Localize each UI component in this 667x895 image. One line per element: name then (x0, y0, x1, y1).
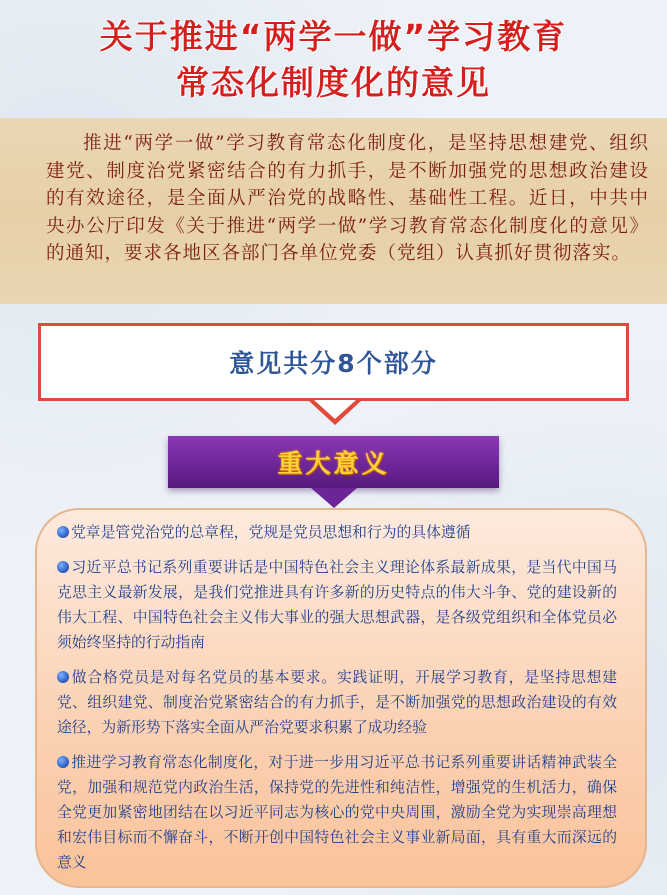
list-item (57, 750, 617, 875)
list-item (57, 665, 617, 740)
title-line-2: 常态化制度化的意见 (176, 63, 491, 102)
significance-panel (35, 508, 647, 888)
bullet-dot-icon (57, 561, 69, 573)
sections-count-box (38, 323, 629, 401)
sections-count-label: 意见共分8个部分 (229, 349, 438, 378)
banner-arrow-icon (311, 488, 357, 508)
bullet-text: 党章是管党治党的总章程，党规是党员思想和行为的具体遵循 (71, 524, 471, 541)
list-item (57, 555, 617, 655)
bullet-text: 做合格党员是对每名党员的基本要求。实践证明，开展学习教育，是坚持思想建党、组织建党、制度治党紧密结合的有力抓手，是不断加强党的思想政治建设的有效途径，为新形势下落实全面从严治党要求积累了成功经验 (57, 669, 617, 736)
section-title-banner (168, 436, 499, 488)
section-title: 重大意义 (277, 449, 390, 478)
down-arrow-fill-icon (314, 400, 356, 419)
intro-panel (0, 118, 667, 304)
bullet-dot-icon (57, 526, 69, 538)
bullet-dot-icon (57, 756, 69, 768)
intro-text: 推进“两学一做”学习教育常态化制度化，是坚持思想建党、组织建党、制度治党紧密结合的有力抓手，是不断加强党的思想政治建设的有效途径，是全面从严治党的战略性、基础性工程。近日，中共中央办公厅印发《关于推进“两学一做”学习教育常态化制度化的意见》的通知，要求各地区各部门各单位党委（党组）认真抓好贯彻落实。 (46, 133, 649, 264)
bullet-text: 推进学习教育常态化制度化，对于进一步用习近平总书记系列重要讲话精神武装全党，加强和规范党内政治生活，保持党的先进性和纯洁性，增强党的生机活力，确保全党更加紧密地团结在以习近平同志为核心的党中央周围，激励全党为实现崇高理想和宏伟目标而不懈奋斗，不断开创中国特色社会主义事业新局面，具有重大而深远的意义 (57, 754, 617, 871)
bullet-text: 习近平总书记系列重要讲话是中国特色社会主义理论体系最新成果，是当代中国马克思主义最新发展，是我们党推进具有许多新的历史特点的伟大斗争、党的建设新的伟大工程、中国特色社会主义伟大事业的强大思想武器，是各级党组织和全体党员必须始终坚持的行动指南 (57, 559, 617, 651)
page-title (0, 14, 667, 106)
bullet-dot-icon (57, 671, 69, 683)
list-item (57, 520, 617, 545)
title-line-1: 关于推进“两学一做”学习教育 (99, 17, 568, 56)
